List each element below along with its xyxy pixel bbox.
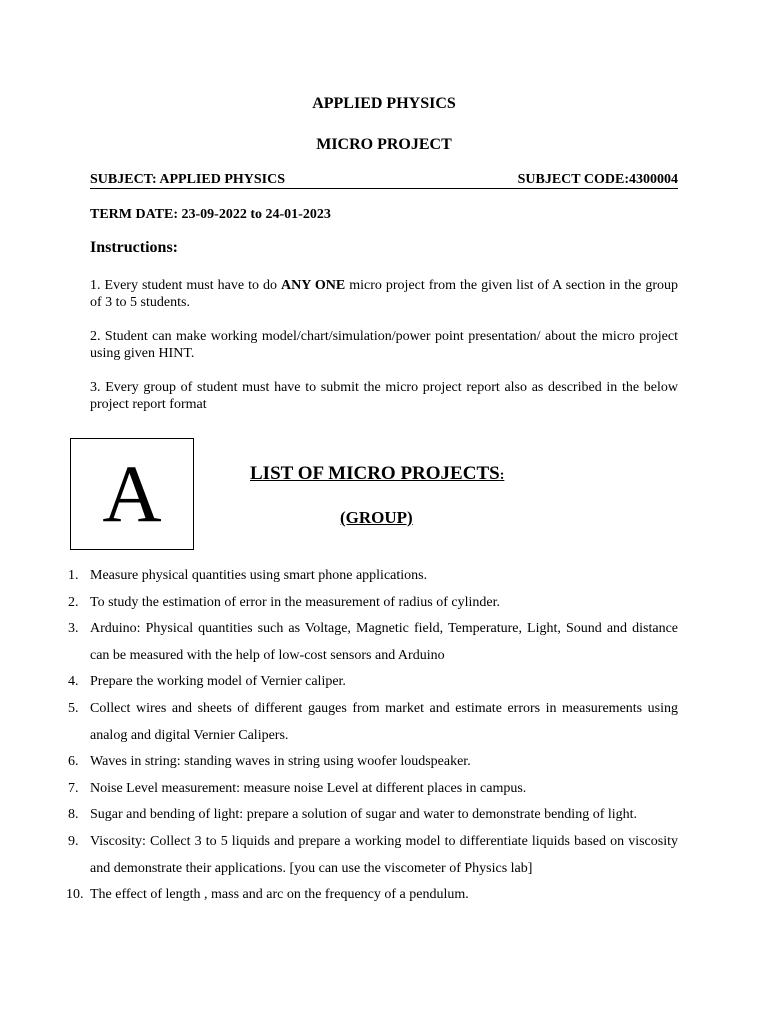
list-item-number: 7. <box>68 780 79 796</box>
list-item-number: 2. <box>68 594 79 610</box>
instruction-1 <box>90 277 678 311</box>
instructions-heading: Instructions: <box>90 239 179 256</box>
list-item-number: 10. <box>66 887 84 903</box>
list-item-text: Collect wires and sheets of different gauges from market and estimate errors in measurements using analog and digital Vernier Calipers. <box>90 700 678 743</box>
subject-row <box>90 172 678 189</box>
list-item-text: Viscosity: Collect 3 to 5 liquids and prepare a working model to differentiate liquids based on viscosity and demonstrate their applications. [you can use the viscometer of Physics lab] <box>90 833 678 876</box>
document-subtitle: MICRO PROJECT <box>316 136 452 153</box>
instruction-2: 2. Student can make working model/chart/simulation/power point presentation/ about the micro project using given HINT. <box>90 329 678 361</box>
list-title-text: LIST OF MICRO PROJECTS <box>250 463 500 484</box>
list-item-text: Waves in string: standing waves in string using woofer loudspeaker. <box>90 754 471 770</box>
section-letter: A <box>102 448 162 539</box>
subject-name: SUBJECT: APPLIED PHYSICS <box>90 172 286 187</box>
list-item <box>0 829 678 882</box>
list-title <box>250 463 504 485</box>
instruction-1-post: micro project from the given list of A section in the group of 3 to 5 students. <box>90 278 678 310</box>
instruction-1-bold: ANY ONE <box>281 278 346 293</box>
list-item-number: 6. <box>68 754 79 770</box>
list-item-number: 3. <box>68 621 79 637</box>
section-letter-box <box>70 438 194 550</box>
list-title-colon: : <box>499 468 505 483</box>
list-item-text: Noise Level measurement: measure noise Level at different places in campus. <box>90 780 527 796</box>
list-item-number: 8. <box>68 807 79 823</box>
list-item-text: Prepare the working model of Vernier caliper. <box>90 674 346 690</box>
list-item <box>0 749 678 776</box>
list-item <box>0 882 678 909</box>
list-item <box>0 776 678 803</box>
list-item-text: The effect of length , mass and arc on the frequency of a pendulum. <box>90 887 469 903</box>
list-item <box>0 802 678 829</box>
list-item <box>0 696 678 749</box>
group-label: (GROUP) <box>340 508 413 527</box>
list-item <box>0 616 678 669</box>
list-item-number: 1. <box>68 568 79 583</box>
list-item <box>0 563 678 590</box>
subject-code: SUBJECT CODE:4300004 <box>517 172 678 187</box>
list-item-number: 9. <box>68 833 79 849</box>
list-item <box>0 590 678 617</box>
instruction-1-pre: 1. Every student must have to do <box>90 278 282 293</box>
list-item-text: Physical quantities such as Voltage, Magnetic field, Temperature, Light, Sound and distance can be measured with the help of low-cost sensors and Arduino <box>90 621 678 663</box>
instruction-3: 3. Every group of student must have to submit the micro project report also as described in the below project report format <box>90 380 678 412</box>
list-item-number: 5. <box>68 700 79 716</box>
list-item <box>0 669 678 696</box>
term-date: TERM DATE: 23-09-2022 to 24-01-2023 <box>90 207 331 222</box>
document-title: APPLIED PHYSICS <box>312 95 456 112</box>
list-item-name: Arduino: <box>90 621 141 637</box>
project-list <box>0 563 768 909</box>
list-item-text: Measure physical quantities using smart phone applications. <box>90 568 428 583</box>
list-item-text: Sugar and bending of light: prepare a solution of sugar and water to demonstrate bending of light. <box>90 807 638 823</box>
list-item-number: 4. <box>68 674 79 690</box>
list-item-text: To study the estimation of error in the measurement of radius of cylinder. <box>90 594 500 610</box>
